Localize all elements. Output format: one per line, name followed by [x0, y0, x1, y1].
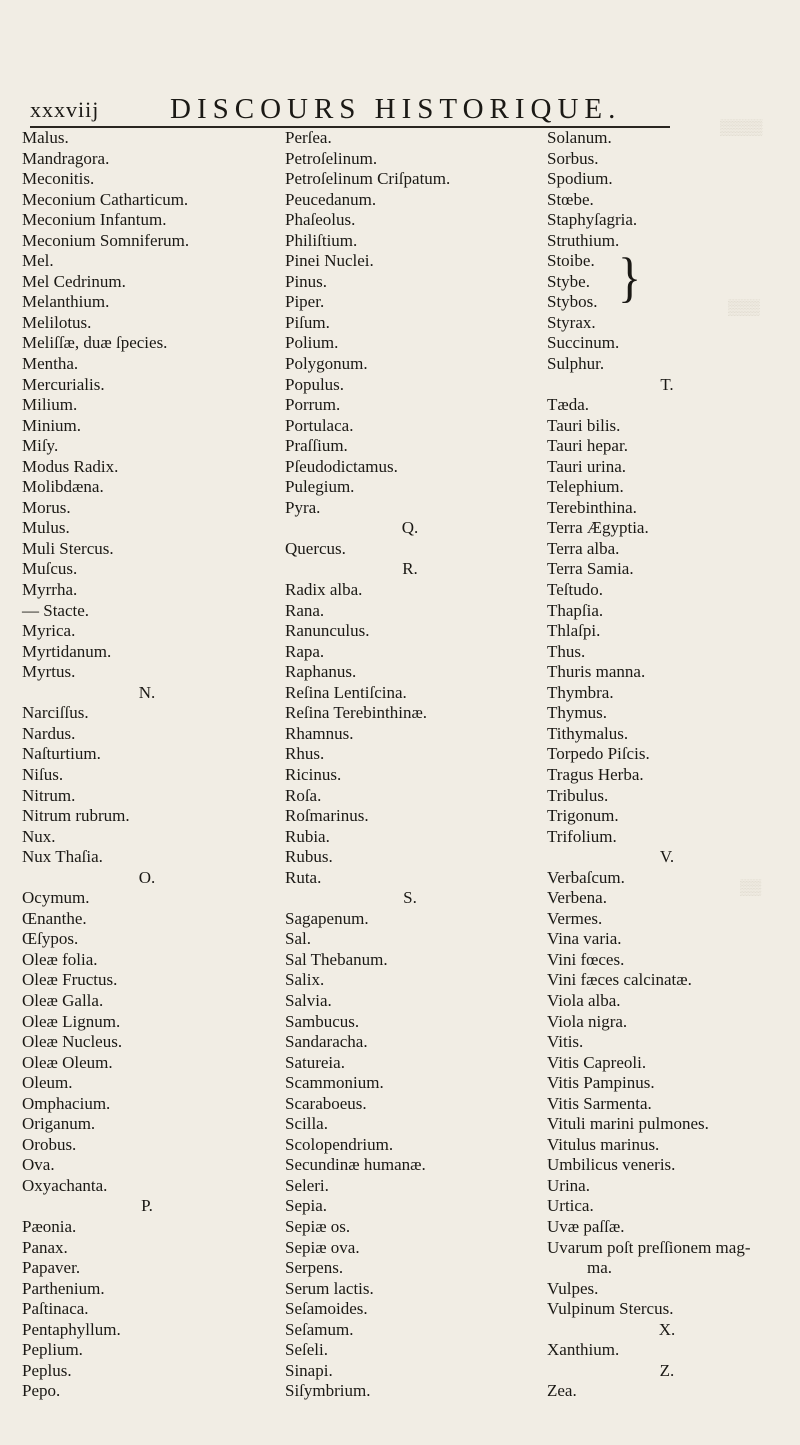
index-entry: Miſy.	[22, 436, 59, 456]
index-entry: Melilotus.	[22, 312, 92, 332]
index-entry: Sambucus.	[285, 1011, 360, 1031]
index-entry: Xanthium.	[547, 1340, 620, 1360]
index-entry: Sal Thebanum.	[285, 949, 388, 969]
index-entry: Polium.	[285, 333, 339, 353]
index-entry: Nitrum rubrum.	[22, 806, 130, 826]
index-entry: Vitis.	[547, 1032, 584, 1052]
index-entry: Sal.	[285, 929, 311, 949]
index-entry: Umbilicus veneris.	[547, 1155, 676, 1175]
index-entry: Molibdæna.	[22, 477, 104, 497]
index-entry: Sandaracha.	[285, 1032, 368, 1052]
index-entry: Meliſſæ, duæ ſpecies.	[22, 333, 168, 353]
index-entry: Thymbra.	[547, 682, 614, 702]
section-letter: R.	[402, 559, 418, 579]
index-entry: Scammonium.	[285, 1073, 384, 1093]
index-entry: Pyra.	[285, 497, 321, 517]
index-entry: Paſtinaca.	[22, 1299, 89, 1319]
index-entry: Vitis Capreoli.	[547, 1052, 647, 1072]
index-entry: Peplium.	[22, 1340, 83, 1360]
section-letter: Q.	[401, 518, 419, 538]
index-entry: Siſymbrium.	[285, 1381, 371, 1401]
index-entry: Oleæ Oleum.	[22, 1052, 113, 1072]
index-entry: Teſtudo.	[547, 580, 603, 600]
index-entry: Terra alba.	[547, 538, 620, 558]
index-entry: Uvæ paſſæ.	[547, 1216, 625, 1236]
index-entry: Polygonum.	[285, 354, 368, 374]
page-number: xxxviij	[30, 97, 100, 122]
index-entry: Trifolium.	[547, 826, 617, 846]
section-letter: O.	[138, 867, 156, 887]
index-entry: Tragus Herba.	[547, 764, 644, 784]
index-entry: Seſamum.	[285, 1319, 354, 1339]
index-entry: Sepia.	[285, 1196, 328, 1216]
index-entry: Oleæ Nucleus.	[22, 1032, 123, 1052]
index-entry: Scolopendrium.	[285, 1134, 394, 1154]
index-entry: Viola nigra.	[547, 1011, 628, 1031]
index-entry: Meconium Somniferum.	[22, 230, 190, 250]
index-entry: Sorbus.	[547, 148, 599, 168]
section-letter: Z.	[659, 1360, 675, 1380]
section-letter: N.	[138, 682, 156, 702]
index-entry: Portulaca.	[285, 415, 354, 435]
index-entry: Secundinæ humanæ.	[285, 1155, 426, 1175]
index-entry: Rhus.	[285, 744, 325, 764]
index-entry: Vituli marini pulmones.	[547, 1114, 709, 1134]
index-entry: Radix alba.	[285, 580, 363, 600]
index-entry: Rubus.	[285, 847, 333, 867]
show-through-text: ▒▒▒▒	[720, 120, 763, 136]
index-entry: Œſypos.	[22, 929, 79, 949]
index-entry: Mandragora.	[22, 148, 110, 168]
index-entry: Modus Radix.	[22, 456, 119, 476]
index-entry: Salix.	[285, 970, 325, 990]
index-entry: Serpens.	[285, 1258, 344, 1278]
index-entry: Porrum.	[285, 395, 341, 415]
index-entry: Terra Ægyptia.	[547, 518, 649, 538]
index-entry: Terebinthina.	[547, 497, 637, 517]
index-entry: Myrica.	[22, 621, 76, 641]
index-entry: Narciſſus.	[22, 703, 89, 723]
index-entry: Pinus.	[285, 271, 328, 291]
index-entry: Sagapenum.	[285, 908, 369, 928]
section-letter: X.	[658, 1319, 676, 1339]
index-entry: Vini fœces.	[547, 949, 625, 969]
section-letter: S.	[403, 888, 417, 908]
index-entry: ma.	[587, 1258, 613, 1278]
index-entry: Tauri hepar.	[547, 436, 628, 456]
index-entry: Piper.	[285, 292, 325, 312]
index-entry: Oleæ Lignum.	[22, 1011, 121, 1031]
index-entry: Trigonum.	[547, 806, 619, 826]
index-entry: Sepiæ os.	[285, 1216, 351, 1236]
index-entry: Raphanus.	[285, 662, 357, 682]
index-entry: Peplus.	[22, 1360, 72, 1380]
section-letter: T.	[660, 374, 674, 394]
index-entry: Oleæ folia.	[22, 949, 98, 969]
index-entry: Myrtus.	[22, 662, 76, 682]
index-entry: Thapſia.	[547, 600, 604, 620]
index-entry: Seleri.	[285, 1175, 329, 1195]
index-entry: Origanum.	[22, 1114, 96, 1134]
index-entry: Melanthium.	[22, 292, 110, 312]
index-entry: Serum lactis.	[285, 1278, 374, 1298]
index-entry: Tribulus.	[547, 785, 609, 805]
index-entry: Papaver.	[22, 1258, 81, 1278]
index-entry: Oleum.	[22, 1073, 73, 1093]
index-entry: Vitis Pampinus.	[547, 1073, 655, 1093]
index-entry: Naſturtium.	[22, 744, 101, 764]
index-entry: Vulpes.	[547, 1278, 599, 1298]
index-entry: Thuris manna.	[547, 662, 646, 682]
index-entry: Piſum.	[285, 312, 330, 332]
index-column-3	[547, 128, 787, 1402]
index-entry: Succinum.	[547, 333, 620, 353]
index-entry: Mentha.	[22, 354, 79, 374]
index-entry: Thymus.	[547, 703, 607, 723]
index-entry: Myrtidanum.	[22, 641, 112, 661]
index-entry: Reſina Terebinthinæ.	[285, 703, 428, 723]
index-entry: Mel Cedrinum.	[22, 271, 126, 291]
index-entry: Pinei Nuclei.	[285, 251, 374, 271]
index-entry: Oleæ Galla.	[22, 990, 104, 1010]
index-entry: Stybe.	[547, 271, 590, 291]
index-entry: Torpedo Piſcis.	[547, 744, 650, 764]
index-entry: Stœbe.	[547, 189, 594, 209]
index-entry: Minium.	[22, 415, 82, 435]
show-through-text: ▒▒▒	[728, 300, 760, 316]
index-entry: Parthenium.	[22, 1278, 105, 1298]
index-entry: Thlaſpi.	[547, 621, 601, 641]
index-entry: Reſina Lentiſcina.	[285, 682, 407, 702]
index-entry: Rubia.	[285, 826, 330, 846]
index-entry: Vitulus marinus.	[547, 1134, 660, 1154]
index-entry: Mulus.	[22, 518, 70, 538]
index-entry: Perſea.	[285, 128, 332, 147]
index-entry: Vini fæces calcinatæ.	[547, 970, 692, 990]
index-entry: Ocymum.	[22, 888, 90, 908]
index-entry: Peucedanum.	[285, 189, 377, 209]
index-entry: Tithymalus.	[547, 723, 629, 743]
index-entry: Omphacium.	[22, 1093, 111, 1113]
index-entry: Roſmarinus.	[285, 806, 369, 826]
index-entry: Roſa.	[285, 785, 322, 805]
index-entry: Ova.	[22, 1155, 55, 1175]
index-entry: Meconium Infantum.	[22, 210, 167, 230]
index-entry: Urtica.	[547, 1196, 594, 1216]
index-entry: Panax.	[22, 1237, 68, 1257]
grouping-brace: }	[618, 246, 642, 308]
index-entry: Phaſeolus.	[285, 210, 356, 230]
index-entry: Mel.	[22, 251, 54, 271]
index-entry: Urina.	[547, 1175, 590, 1195]
index-entry: Scilla.	[285, 1114, 328, 1134]
section-letter: P.	[141, 1196, 153, 1216]
section-letter: V.	[659, 847, 675, 867]
index-entry: Oxyachanta.	[22, 1175, 108, 1195]
index-entry: Pſeudodictamus.	[285, 456, 398, 476]
index-entry: Stoibe.	[547, 251, 595, 271]
show-through-text: ▒▒	[740, 880, 762, 896]
index-entry: Morus.	[22, 497, 71, 517]
index-entry: Rapa.	[285, 641, 325, 661]
index-entry: Myrrha.	[22, 580, 78, 600]
index-entry: Pæonia.	[22, 1216, 77, 1236]
index-entry: Ricinus.	[285, 764, 342, 784]
index-entry: Petroſelinum Criſpatum.	[285, 169, 451, 189]
index-entry: Uvarum poſt preſſionem mag-	[547, 1237, 751, 1257]
index-entry: Telephium.	[547, 477, 624, 497]
index-entry: Terra Samia.	[547, 559, 634, 579]
index-entry: Rhamnus.	[285, 723, 354, 743]
index-entry: Tauri bilis.	[547, 415, 621, 435]
index-entry: Thus.	[547, 641, 586, 661]
index-entry: Seſeli.	[285, 1340, 328, 1360]
index-entry: Petroſelinum.	[285, 148, 378, 168]
index-entry: Orobus.	[22, 1134, 77, 1154]
index-entry: Oleæ Fructus.	[22, 970, 118, 990]
index-entry: Muli Stercus.	[22, 538, 114, 558]
index-entry: Salvia.	[285, 990, 332, 1010]
index-entry: Solanum.	[547, 128, 612, 147]
index-entry: Niſus.	[22, 764, 64, 784]
index-entry: — Stacte.	[22, 600, 90, 620]
index-entry: Ruta.	[285, 867, 322, 887]
index-column-1	[22, 128, 272, 1402]
index-entry: Philiſtium.	[285, 230, 358, 250]
index-entry: Scaraboeus.	[285, 1093, 367, 1113]
index-entry: Populus.	[285, 374, 345, 394]
index-entry: Œnanthe.	[22, 908, 87, 928]
index-entry: Spodium.	[547, 169, 613, 189]
index-entry: Pepo.	[22, 1381, 61, 1401]
index-column-2	[285, 128, 535, 1402]
index-entry: Malus.	[22, 128, 69, 147]
index-entry: Styrax.	[547, 312, 596, 332]
index-entry: Verbaſcum.	[547, 867, 625, 887]
index-entry: Pulegium.	[285, 477, 355, 497]
page-header	[30, 93, 670, 129]
index-entry: Sulphur.	[547, 354, 605, 374]
index-entry: Pentaphyllum.	[22, 1319, 121, 1339]
index-entry: Mercurialis.	[22, 374, 105, 394]
index-entry: Meconitis.	[22, 169, 95, 189]
index-entry: Nitrum.	[22, 785, 76, 805]
page-title: DISCOURS HISTORIQUE.	[170, 93, 622, 125]
index-entry: Vina varia.	[547, 929, 622, 949]
index-entry: Praſſium.	[285, 436, 348, 456]
index-entry: Rana.	[285, 600, 325, 620]
index-entry: Muſcus.	[22, 559, 78, 579]
index-entry: Viola alba.	[547, 990, 621, 1010]
index-entry: Nux Thaſia.	[22, 847, 103, 867]
index-entry: Sinapi.	[285, 1360, 333, 1380]
index-entry: Stybos.	[547, 292, 598, 312]
index-entry: Milium.	[22, 395, 78, 415]
index-entry: Verbena.	[547, 888, 607, 908]
index-entry: Zea.	[547, 1381, 577, 1401]
index-entry: Vulpinum Stercus.	[547, 1299, 674, 1319]
index-entry: Sepiæ ova.	[285, 1237, 360, 1257]
index-entry: Vitis Sarmenta.	[547, 1093, 652, 1113]
index-entry: Nux.	[22, 826, 56, 846]
index-entry: Seſamoides.	[285, 1299, 368, 1319]
index-entry: Struthium.	[547, 230, 620, 250]
index-entry: Satureia.	[285, 1052, 345, 1072]
index-entry: Nardus.	[22, 723, 76, 743]
index-entry: Tauri urina.	[547, 456, 627, 476]
index-entry: Vermes.	[547, 908, 603, 928]
index-entry: Staphyſagria.	[547, 210, 638, 230]
index-entry: Meconium Catharticum.	[22, 189, 189, 209]
index-entry: Quercus.	[285, 538, 346, 558]
index-entry: Ranunculus.	[285, 621, 370, 641]
index-entry: Tæda.	[547, 395, 590, 415]
